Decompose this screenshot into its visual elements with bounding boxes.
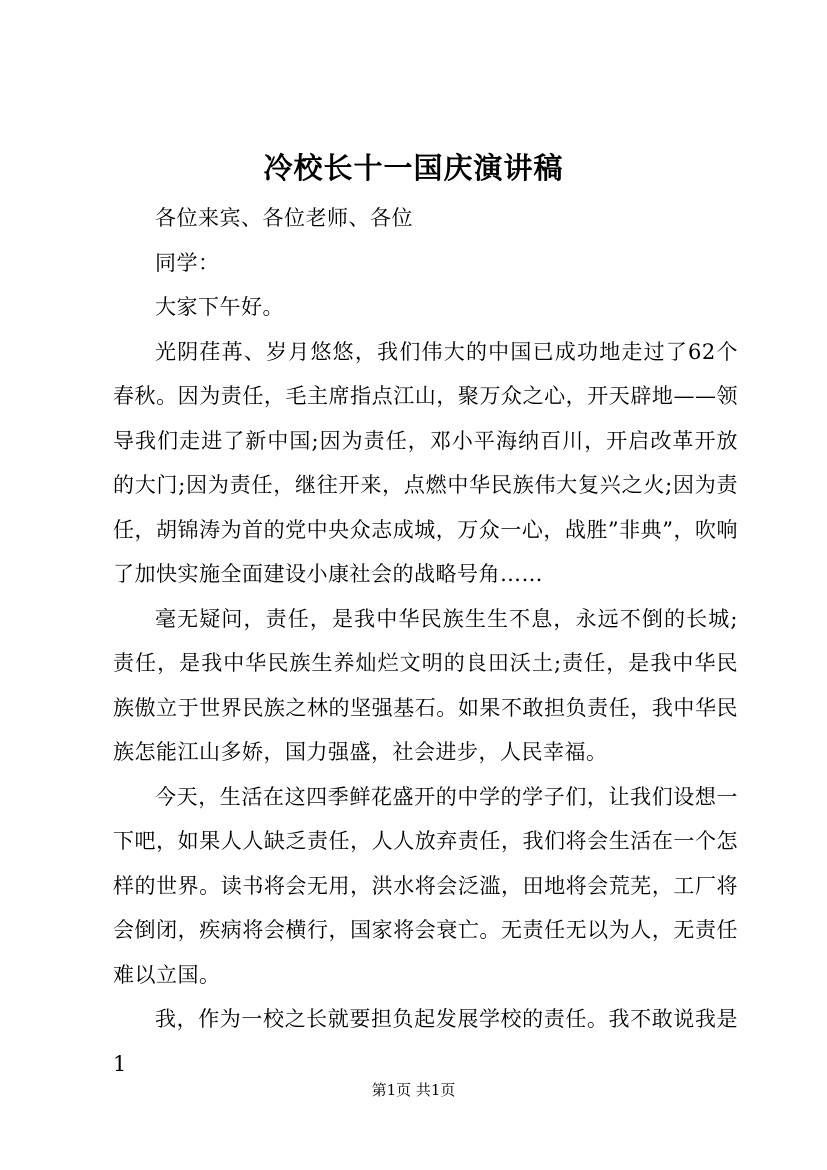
paragraph-students: 今天，生活在这四季鲜花盛开的中学的学子们，让我们设想一下吧，如果人人缺乏责任，人人放弃责任，我们将会生活在一个怎样的世界。读书将会无用，洪水将会泛滥，田地将会荒芜，工厂将会倒闭，疾病将会横行，国家将会衰亡。无责任无以为人，无责任难以立国。 xyxy=(113,784,738,987)
paragraph-greeting-cont: 同学： xyxy=(155,250,220,275)
paragraph-salutation: 大家下午好。 xyxy=(155,295,284,319)
paragraph-greeting: 各位来宾、各位老师、各位 xyxy=(155,206,413,230)
paragraph-principal: 我，作为一校之长就要担负起发展学校的责任。我不敢说我是1 xyxy=(113,1007,738,1076)
paragraph-history: 光阴荏苒、岁月悠悠，我们伟大的中国已成功地走过了62个春秋。因为责任，毛主席指点江山，聚万众之心，开天辟地——领导我们走进了新中国;因为责任，邓小平海纳百川，开启改革开放的大门;因为责任，继往开来，点燃中华民族伟大复兴之火;因为责任，胡锦涛为首的党中央众志成城，万众一心，战胜”非典”，吹响了加快实施全面建设小康社会的战略号角…… xyxy=(113,339,738,586)
document-title: 冷校长十一国庆演讲稿 xyxy=(263,151,564,185)
document-body xyxy=(113,196,738,1086)
paragraph-responsibility: 毫无疑问，责任，是我中华民族生生不息，永远不倒的长城;责任，是我中华民族生养灿烂文明的良田沃土;责任，是我中华民族傲立于世界民族之林的坚强基石。如果不敢担负责任，我中华民族怎能江山多娇，国力强盛，社会进步，人民幸福。 xyxy=(113,606,738,764)
page-footer: 第1页 共1页 xyxy=(371,1081,456,1099)
